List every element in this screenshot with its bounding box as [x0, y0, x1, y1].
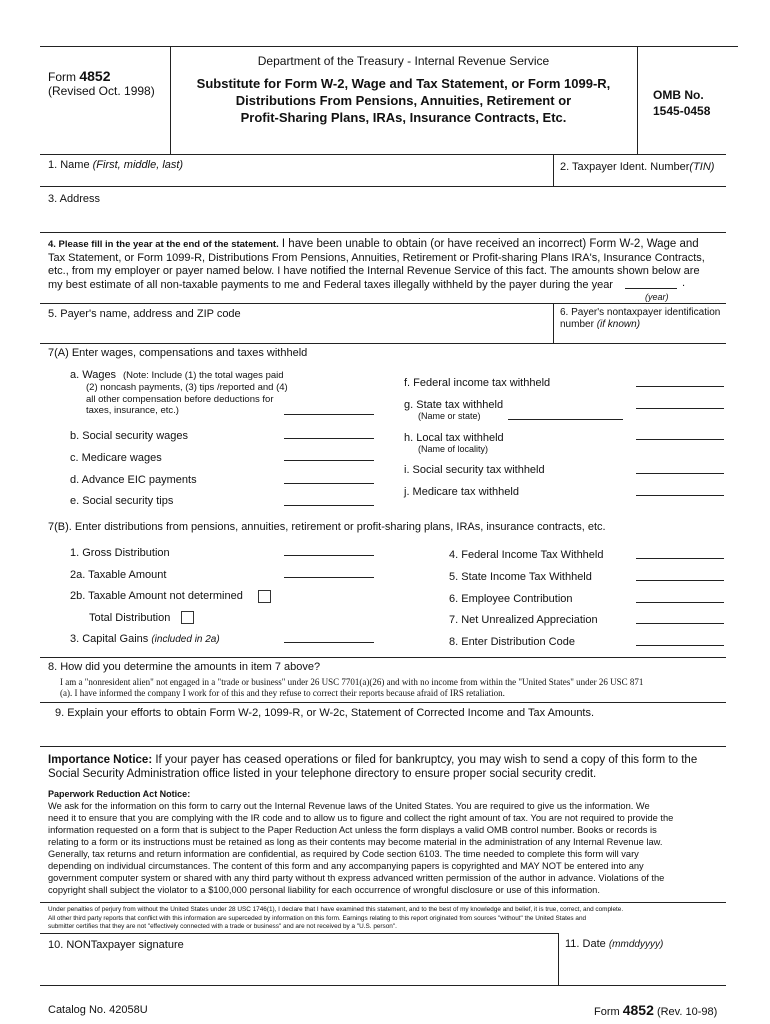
- employee-contribution-label: 6. Employee Contribution: [449, 593, 573, 605]
- gross-distribution-label: 1. Gross Distribution: [70, 547, 170, 559]
- fed-tax-withheld-input[interactable]: [636, 386, 724, 387]
- form-title-line2: Distributions From Pensions, Annuities, Retirement or: [235, 93, 572, 108]
- locality-name-hint: (Name of locality): [418, 444, 489, 454]
- fed-tax-withheld-label: f. Federal income tax withheld: [404, 377, 551, 389]
- state-income-tax-withheld-input[interactable]: [636, 580, 724, 581]
- item8-top-rule: [40, 657, 726, 658]
- taxable-not-determined-checkbox[interactable]: [258, 590, 271, 603]
- item4-line4: my best estimate of all non-taxable payments to me and Federal taxes illegally withheld by the payer during the year: [48, 278, 613, 291]
- state-name-input[interactable]: [508, 419, 623, 420]
- ss-tax-withheld-label: i. Social security tax withheld: [404, 464, 545, 476]
- omb-label: OMB No.: [653, 88, 704, 102]
- wages-label: a. Wages: [70, 369, 117, 381]
- wages-note: (2) noncash payments, (3) tips /reported and (4) all other compensation before deductions for taxes, insurance, etc.): [86, 382, 288, 416]
- capital-gains-label: 3. Capital Gains (included in 2a): [70, 633, 220, 645]
- item4-line2: Tax Statement, or Form 1099-R, Distributions From Pensions, Annuities, Retirement or Profit-sharing Plans IRA's, Insurance Contracts,: [48, 251, 705, 264]
- ss-wages-label: b. Social security wages: [70, 430, 188, 442]
- item5-top-rule: [40, 303, 726, 304]
- eic-payments-label: d. Advance EIC payments: [70, 474, 197, 486]
- fed-income-tax-withheld-label: 4. Federal Income Tax Withheld: [449, 549, 604, 561]
- item9-question: 9. Explain your efforts to obtain Form W-2, 1099-R, or W-2c, Statement of Corrected Income and Tax Amounts.: [55, 707, 595, 719]
- item9-top-rule: [40, 702, 726, 703]
- footer-form-number: Form 4852 (Rev. 10-98): [594, 1002, 718, 1018]
- item9-answer-input[interactable]: [55, 722, 725, 744]
- importance-notice: Importance Notice: If your payer has ceased operations or filed for bankruptcy, you may wish to send a copy of this form to the Social Security Administration office listed in your telephone directory to ensure proper social security credit.: [48, 754, 698, 780]
- address-row-top-rule: [40, 186, 726, 187]
- notice-top-rule: [40, 746, 726, 747]
- address-input[interactable]: [48, 208, 718, 228]
- wages-input[interactable]: [284, 414, 374, 415]
- gross-distribution-input[interactable]: [284, 555, 374, 556]
- date-label: 11. Date (mmddyyyy): [565, 938, 664, 950]
- signature-top-rule: [40, 933, 558, 934]
- omb-number: 1545-0458: [653, 104, 711, 118]
- distribution-code-label: 8. Enter Distribution Code: [449, 636, 575, 648]
- state-income-tax-withheld-label: 5. State Income Tax Withheld: [449, 571, 592, 583]
- penalty-top-rule: [40, 902, 726, 903]
- header-divider-right: [637, 46, 638, 154]
- ss-tips-label: e. Social security tips: [70, 495, 174, 507]
- medicare-tax-withheld-input[interactable]: [636, 495, 724, 496]
- ss-wages-input[interactable]: [284, 438, 374, 439]
- employee-contribution-input[interactable]: [636, 602, 724, 603]
- net-unrealized-appreciation-label: 7. Net Unrealized Appreciation: [449, 614, 598, 626]
- item8-answer[interactable]: I am a "nonresident alien" not engaged in a "trade or business" under 26 USC 7701(a)(26) and with no income from within the "United States" under 26 USC 871 (a). I have informed the company I work for of this and they refuse to correct their reports because afraid of IRS retaliation.: [60, 677, 644, 698]
- medicare-wages-input[interactable]: [284, 460, 374, 461]
- form-title-line1: Substitute for Form W-2, Wage and Tax Statement, or Form 1099-R,: [196, 76, 611, 91]
- name-row-top-rule: [40, 154, 726, 155]
- signature-input[interactable]: [48, 955, 548, 981]
- footer-top-rule: [40, 985, 726, 986]
- item4-statement: [48, 238, 728, 292]
- section7a-top-rule: [40, 343, 726, 344]
- payer-id-divider: [553, 303, 554, 343]
- item4-top-rule: [40, 232, 726, 233]
- paperwork-body: We ask for the information on this form to carry out the Internal Revenue laws of the United States. You are required to give us the information. We need it to ensure that you are complying with the IR code and to allow us to figure and collect the right amount of tax. You are not required to provide the information requested on a form that is subject to the Paper Reduction Act unless the form displays a valid OMB control number. Books or records is relating to a form or its instructions must be retained as long as their contents may become material in the administration of any Internal Revenue law. Generally, tax returns and return information are confidential, as required by Code section 6103. The time needed to complete this form will vary depending on individual circumstances. The content of this form and any accompanying papers is copyrighted and MAY NOT be entered into any government computer system or shared with any third party without th express advanced written permission of the author in advance. Violations of the copyright shall subject the violator to a $100,000 personal liability for each occurrence of wrongful disclosure or use of this information.: [48, 801, 674, 895]
- header-top-rule: [40, 46, 738, 47]
- total-distribution-checkbox[interactable]: [181, 611, 194, 624]
- paperwork-heading: Paperwork Reduction Act Notice:: [48, 789, 191, 799]
- item4-line3: etc., from my employer or payer named below. I have notified the Internal Revenue Service of this fact. The amounts shown below are: [48, 265, 700, 277]
- payer-name-input[interactable]: [48, 322, 548, 340]
- medicare-tax-withheld-label: j. Medicare tax withheld: [404, 486, 519, 498]
- taxable-amount-label: 2a. Taxable Amount: [70, 569, 167, 581]
- penalty-statement: Under penalties of perjury from without the United States under 28 USC 1746(1), I declare that I have examined this statement, and to the best of my knowledge and belief, it is true, correct, and complete. All other third party reports that conflict with this information are superceded by information on this form. Earnings relating to this report originated from sources "without" the United States and submitter certifies that they are not "effectively connected with a trade or business" and are not received by a "U.S. person".: [48, 906, 624, 930]
- name-input[interactable]: [48, 172, 548, 186]
- payer-id-label: 6. Payer's nontaxpayer identification number (if known): [560, 307, 721, 330]
- date-divider: [558, 933, 559, 985]
- local-tax-withheld-label: h. Local tax withheld: [404, 432, 504, 444]
- fed-income-tax-withheld-input[interactable]: [636, 558, 724, 559]
- year-period: .: [682, 277, 686, 289]
- name-label: 1. Name (First, middle, last): [48, 159, 184, 171]
- date-input[interactable]: [565, 955, 725, 981]
- catalog-number: Catalog No. 42058U: [48, 1004, 148, 1016]
- year-label: (year): [645, 292, 669, 302]
- local-tax-withheld-input[interactable]: [636, 439, 724, 440]
- form-number: Form 4852: [48, 68, 111, 84]
- item8-question: 8. How did you determine the amounts in item 7 above?: [48, 661, 321, 673]
- form-revision: (Revised Oct. 1998): [48, 84, 155, 98]
- tin-divider: [553, 154, 554, 186]
- net-unrealized-appreciation-input[interactable]: [636, 623, 724, 624]
- ss-tax-withheld-input[interactable]: [636, 473, 724, 474]
- capital-gains-input[interactable]: [284, 642, 374, 643]
- state-tax-withheld-input[interactable]: [636, 408, 724, 409]
- tin-label: 2. Taxpayer Ident. Number(TIN): [560, 161, 715, 173]
- ss-tips-input[interactable]: [284, 505, 374, 506]
- payer-name-label: 5. Payer's name, address and ZIP code: [48, 308, 241, 320]
- medicare-wages-label: c. Medicare wages: [70, 452, 162, 464]
- distribution-code-input[interactable]: [636, 645, 724, 646]
- taxable-amount-input[interactable]: [284, 577, 374, 578]
- taxable-not-determined-label: 2b. Taxable Amount not determined: [70, 590, 243, 602]
- wages-note-line1: (Note: Include (1) the total wages paid: [123, 370, 284, 381]
- item4-line1: 4. Please fill in the year at the end of the statement. I have been unable to obtain (or have received an incorrect) Form W-2, Wage and: [48, 238, 699, 250]
- eic-payments-input[interactable]: [284, 483, 374, 484]
- total-distribution-label: Total Distribution: [89, 612, 171, 624]
- section7b-title: 7(B). Enter distributions from pensions, annuities, retirement or profit-sharing plans, IRAs, insurance contracts, etc.: [48, 521, 606, 533]
- address-label: 3. Address: [48, 193, 100, 205]
- signature-label: 10. NONTaxpayer signature: [48, 939, 184, 951]
- form-title-line3: Profit-Sharing Plans, IRAs, Insurance Contracts, Etc.: [240, 110, 567, 125]
- agency-name: Department of the Treasury - Internal Revenue Service: [257, 54, 550, 68]
- state-tax-withheld-label: g. State tax withheld: [404, 399, 504, 411]
- state-name-hint: (Name or state): [418, 411, 481, 421]
- year-input[interactable]: [625, 288, 677, 289]
- section7a-title: 7(A) Enter wages, compensations and taxes withheld: [48, 347, 308, 359]
